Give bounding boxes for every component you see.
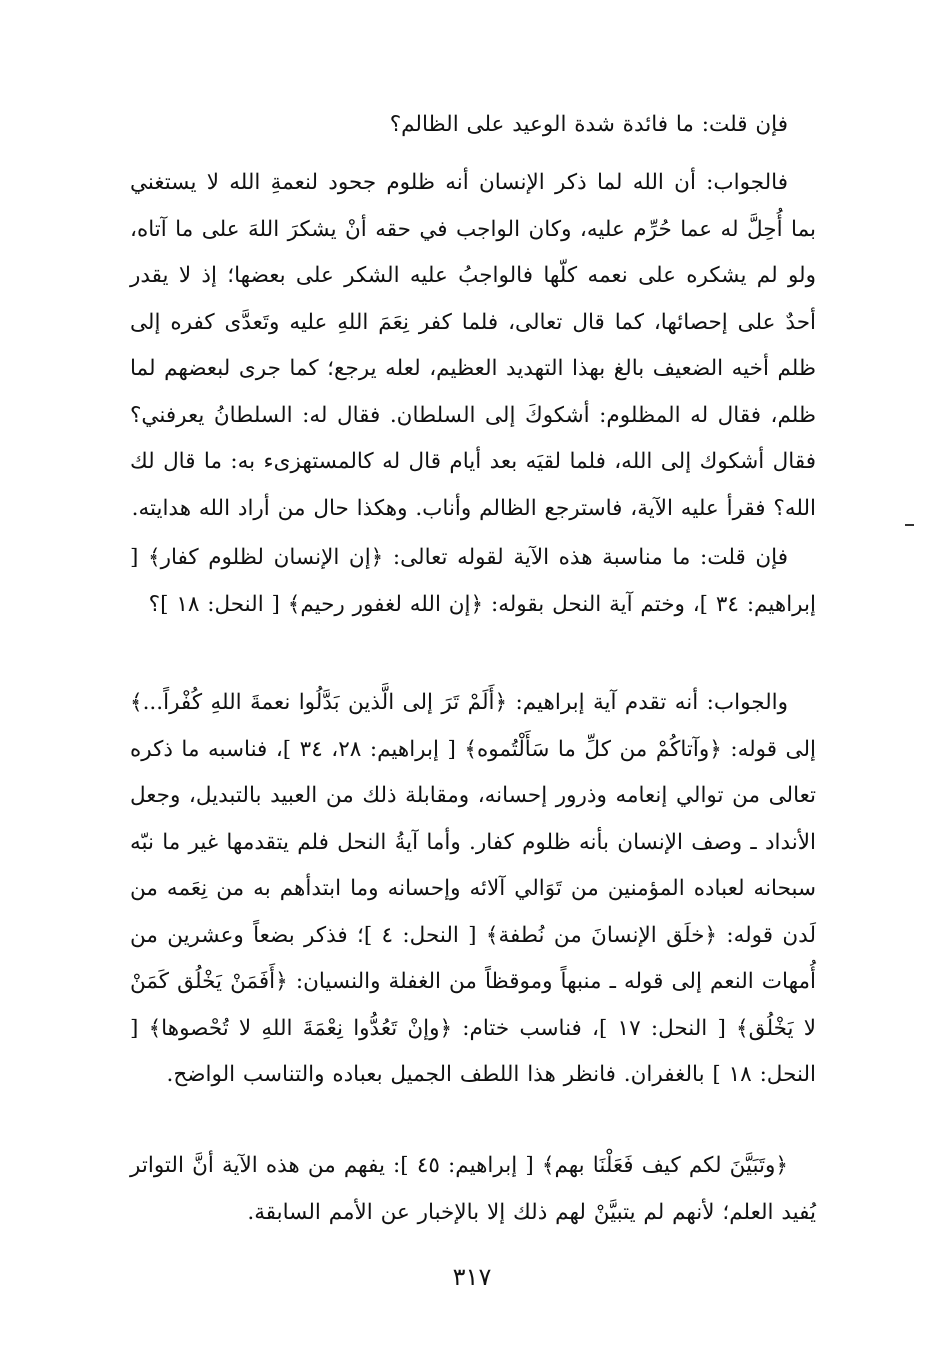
verse-paragraph (130, 1143, 816, 1236)
paragraph-text: والجواب: أنه تقدم آية إبراهيم: ﴿أَلَمْ تَرَ إلى الَّذين بَدَّلُوا نعمةَ اللهِ كُفْراً...﴾ إلى قوله: ﴿وآتاكُمْ من كلِّ ما سَأَلْتُموه﴾ [ إبراهيم: ٢٨، ٣٤ ]، فناسبه ما ذكره تعالى من توالي إنعامه وذرور إحسانه، ومقابلة ذلك من العبيد بالتبديل، وجعل الأنداد ـ وصف الإنسان بأنه ظلوم كفار. وأما آيةُ النحل فلم يتقدمها غير ما نبّه سبحانه لعباده المؤمنين من تَوَالي آلائه وإحسانه وما ابتدأهم به من نِعَمه من لَدن قوله: ﴿خلَق الإنسانَ من نُطفة﴾ [ النحل: ٤ ]؛ فذكر بضعاً وعشرين من أُمهات النعم إلى قوله ـ منبهاً وموقظاً من الغفلة والنسيان: ﴿أَفَمَنْ يَخْلُق كَمَنْ لا يَخْلُق﴾ [ النحل: ١٧ ]، فناسب ختام: ﴿وإنْ تَعُدُّوا نِعْمَةَ اللهِ لا تُحْصوها﴾ [ النحل: ١٨ ] بالغفران. فانظر هذا اللطف الجميل بعباده والتناسب الواضح. (130, 690, 817, 1087)
paragraph-text: فإن قلت: ما فائدة شدة الوعيد على الظالم؟ (389, 112, 788, 137)
question-paragraph (130, 535, 816, 628)
margin-mark (905, 524, 914, 526)
question-paragraph (130, 102, 816, 149)
answer-paragraph (130, 160, 816, 532)
paragraph-text: ﴿وتَبَيَّنَ لكم كيف فَعَلْنَا بهم﴾ [ إبراهيم: ٤٥ ]: يفهم من هذه الآية أنَّ التواتر يُفيد العلم؛ لأنهم لم يتبيَّنْ لهم ذلك إلا بالإخبار عن الأمم السابقة. (130, 1153, 816, 1225)
answer-paragraph (130, 680, 816, 1099)
page-number: ٣١٧ (452, 1263, 492, 1291)
paragraph-text: فالجواب: أن الله لما ذكر الإنسان أنه ظلوم جحود لنعمةِ الله لا يستغني بما أُحِلَّ له عما حُرِّم عليه، وكان الواجب في حقه أنْ يشكرَ اللهَ على ما آتاه، ولو لم يشكره على نعمه كلّها فالواجبُ عليه الشكر على بعضها؛ إذ لا يقدر أحدٌ على إحصائها، كما قال تعالى، فلما كفر نِعَمَ اللهِ عليه وتَعدَّى كفره إلى ظلم أخيه الضعيف بالغ بهذا التهديد العظيم، لعله يرجع؛ كما جرى لبعضهم لما ظلم، فقال له المظلوم: أشكوكَ إلى السلطان. فقال له: السلطانُ يعرفني؟ فقال أشكوك إلى الله، فلما لقيَه بعد أيام قال له كالمستهزىء به: ما قال لك الله؟ فقرأ عليه الآية، فاسترجع الظالم وأناب. وهكذا حال من أراد الله هدايته. (130, 170, 816, 521)
paragraph-text: فإن قلت: ما مناسبة هذه الآية لقوله تعالى: ﴿إن الإنسان لظلوم كفار﴾ [ إبراهيم: ٣٤ ]، وختم آية النحل بقوله: ﴿إن الله لغفور رحيم﴾ [ النحل: ١٨ ]؟ (130, 545, 816, 617)
